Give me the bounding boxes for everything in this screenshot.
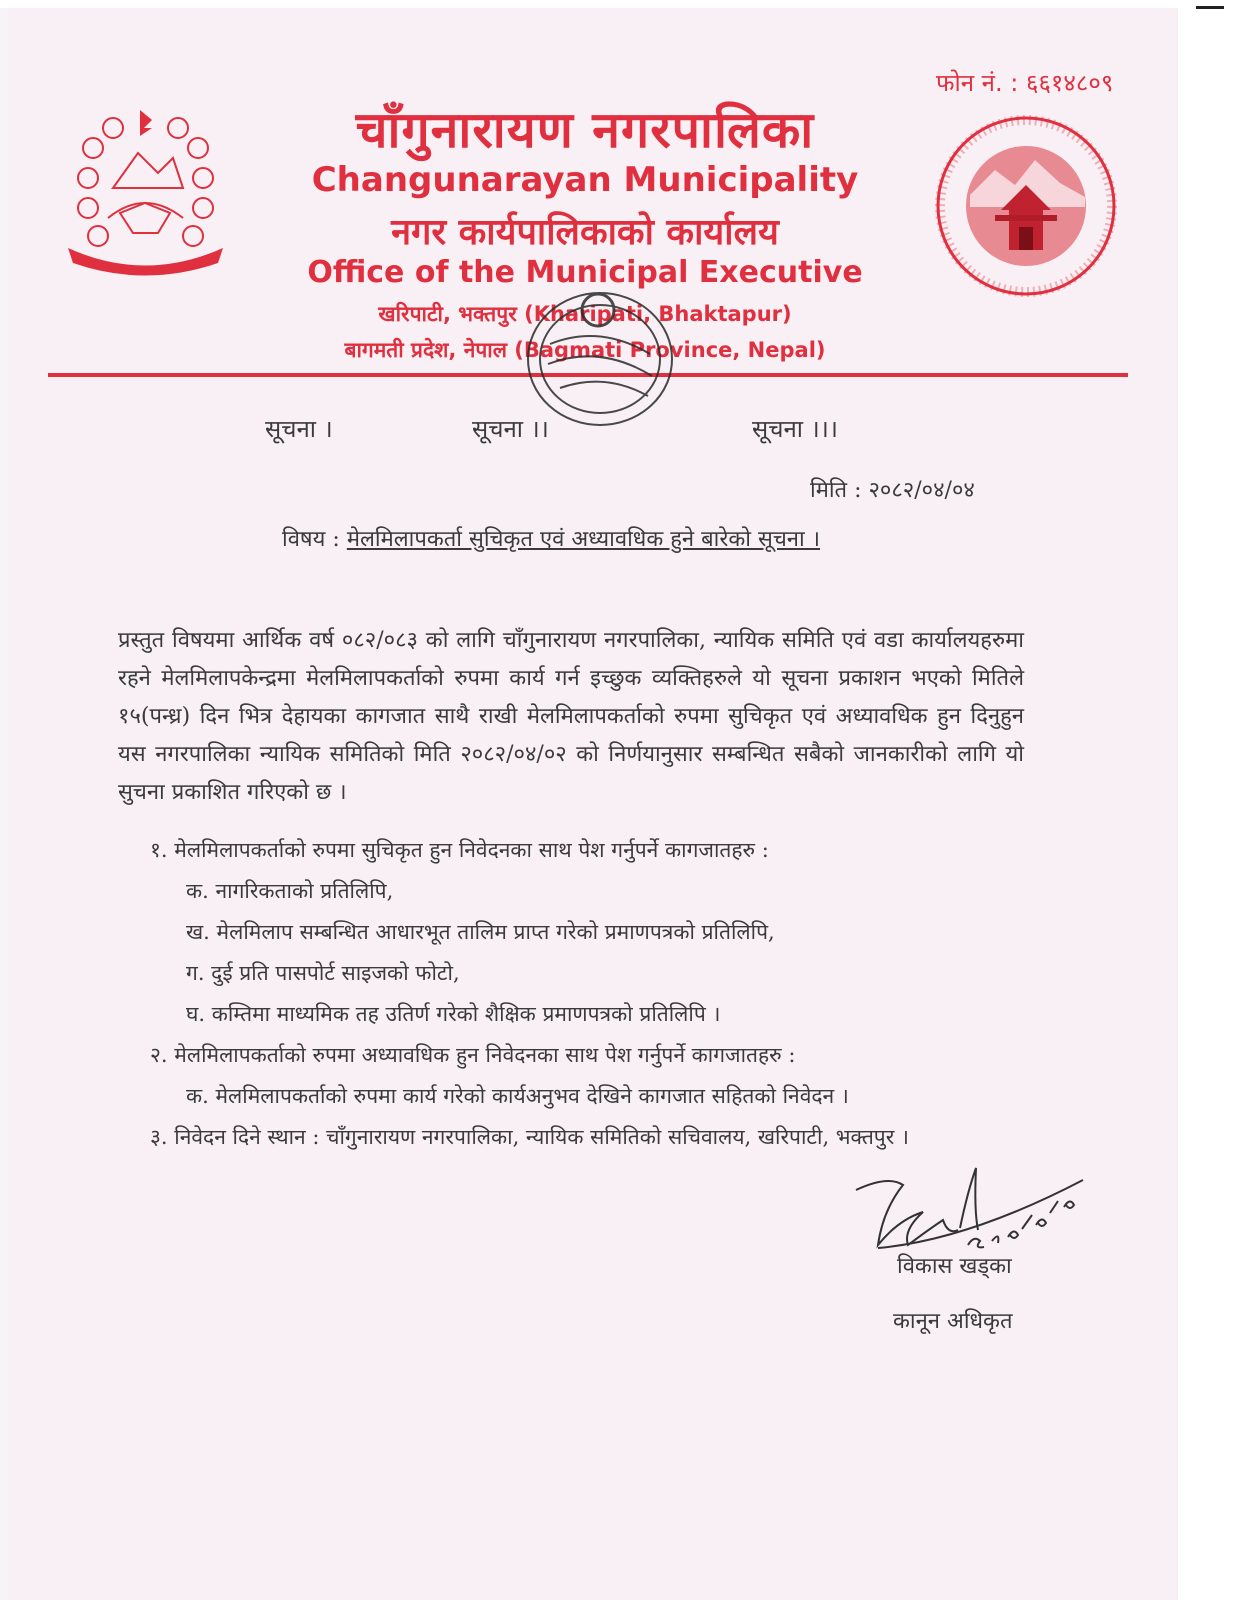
signatory-title: कानून अधिकृत [893,1309,1013,1334]
notice-date: मिति : २०८२/०४/०४ [810,478,975,503]
scan-right-edge [1178,0,1236,1600]
phone-number: फोन नं. : ६६१४८०९ [936,69,1114,97]
notice-heading-3: सूचना ।।। [752,415,838,443]
address-line-2: बागमती प्रदेश, नेपाल (Bagmati Province, Nepal) [344,338,826,362]
municipality-seal-icon [935,115,1117,297]
subject-text: मेलमिलापकर्ता सुचिकृत एवं अध्यावधिक हुने बारेको सूचना । [346,527,821,552]
municipality-title-english: Changunarayan Municipality [311,160,859,200]
office-title-nepali: नगर कार्यपालिकाको कार्यालय [391,212,779,253]
list-item: घ. कम्तिमा माध्यमिक तह उतिर्ण गरेको शैक्षिक प्रमाणपत्रको प्रतिलिपि । [186,1002,721,1026]
list-item: ३. निवेदन दिने स्थान : चाँगुनारायण नगरपालिका, न्यायिक समितिको सचिवालय, खरिपाटी, भक्तपुर । [150,1125,909,1149]
office-title-english: Office of the Municipal Executive [307,255,863,290]
nepal-emblem-icon [58,108,233,278]
municipality-title-nepali: चाँगुनारायण नगरपालिका [355,101,815,159]
notice-heading-2: सूचना ।। [472,415,549,443]
scan-top-edge [0,0,1236,8]
scan-mark [1196,6,1224,9]
subject-label: विषय : [282,527,340,552]
handwritten-signature-icon [848,1150,1088,1260]
address-line-1: खरिपाटी, भक्तपुर (Kharipati, Bhaktapur) [378,302,792,326]
subject-line [282,523,820,553]
notice-body: प्रस्तुत विषयमा आर्थिक वर्ष ०८२/०८३ को लागि चाँगुनारायण नगरपालिका, न्यायिक समिति एवं वडा कार्यालयहरुमा रहने मेलमिलापकेन्द्रमा मेलमिलापकर्ताको रुपमा कार्य गर्न इच्छुक व्यक्तिहरुले यो सूचना प्रकाशन भएको मितिले १५(पन्ध्र) दिन भित्र देहायका कागजात साथै राखी मेलमिलापकर्ताको रुपमा सुचिकृत एवं अध्यावधिक हुन दिनुहुन यस नगरपालिका न्यायिक समितिको मिति २०८२/०४/०२ को निर्णयानुसार सम्बन्धित सबैको जानकारीको लागि यो सुचना प्रकाशित गरिएको छ । [118,628,1024,805]
signatory-name: विकास खड्का [897,1254,1012,1279]
list-item: क. नागरिकताको प्रतिलिपि, [186,879,394,903]
list-item: ख. मेलमिलाप सम्बन्धित आधारभूत तालिम प्राप्त गरेको प्रमाणपत्रको प्रतिलिपि, [186,920,775,944]
list-item: १. मेलमिलापकर्ताको रुपमा सुचिकृत हुन निवेदनका साथ पेश गर्नुपर्ने कागजातहरु : [150,838,769,862]
list-item: ग. दुई प्रति पासपोर्ट साइजको फोटो, [186,961,460,985]
list-item: क. मेलमिलापकर्ताको रुपमा कार्य गरेको कार्यअनुभव देखिने कागजात सहितको निवेदन । [186,1084,849,1108]
notice-heading-1: सूचना । [265,415,333,443]
requirements-list [150,830,1050,1158]
list-item: २. मेलमिलापकर्ताको रुपमा अध्यावधिक हुन निवेदनका साथ पेश गर्नुपर्ने कागजातहरु : [150,1043,796,1067]
